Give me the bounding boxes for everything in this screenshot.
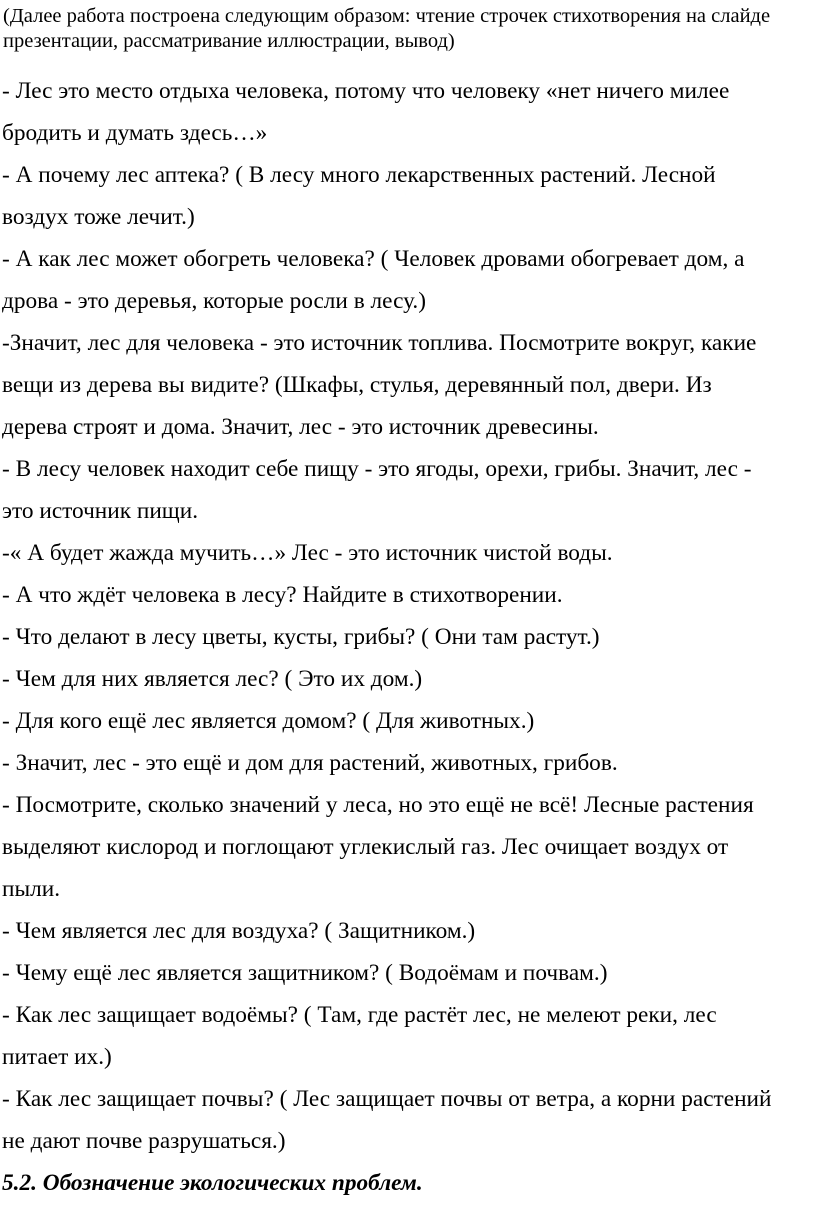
text-line: воздух тоже лечит.) [2,204,195,230]
text-line: выделяют кислород и поглощают углекислый газ. Лес очищает воздух от [2,834,729,860]
text-line: - Как лес защищает почвы? ( Лес защищает почвы от ветра, а корни растений [2,1086,772,1112]
text-line: - Чем является лес для воздуха? ( Защитником.) [2,918,476,944]
text-line: -Значит, лес для человека - это источник топлива. Посмотрите вокруг, какие [2,330,757,356]
text-line: -« А будет жажда мучить…» Лес - это источник чистой воды. [2,540,613,566]
text-line: - Значит, лес - это ещё и дом для растений, животных, грибов. [2,750,618,776]
text-line: вещи из дерева вы видите? (Шкафы, стулья, деревянный пол, двери. Из [2,372,712,398]
text-line: - А что ждёт человека в лесу? Найдите в стихотворении. [2,582,563,608]
text-line: - Чем для них является лес? ( Это их дом.) [2,666,423,692]
text-line: - Для кого ещё лес является домом? ( Для животных.) [2,708,535,734]
text-line: бродить и думать здесь…» [2,120,268,146]
text-line: - А как лес может обогреть человека? ( Человек дровами обогревает дом, а [2,246,745,272]
text-line: питает их.) [2,1044,112,1070]
text-line: - В лесу человек находит себе пищу - это ягоды, орехи, грибы. Значит, лес - [2,456,752,482]
text-line: - Чему ещё лес является защитником? ( Водоёмам и почвам.) [2,960,608,986]
text-line: дерева строят и дома. Значит, лес - это источник древесины. [2,414,599,440]
text-line: - Как лес защищает водоёмы? ( Там, где растёт лес, не мелеют реки, лес [2,1002,717,1028]
text-line: - Что делают в лесу цветы, кусты, грибы? ( Они там растут.) [2,624,600,650]
dialogue-text [0,70,816,1204]
intro-note: (Далее работа построена следующим образом: чтение строчек стихотворения на слайде презентации, рассматривание иллюстрации, вывод) [3,5,771,52]
section-heading: 5.2. Обозначение экологических проблем. [2,1170,423,1196]
text-line: - Посмотрите, сколько значений у леса, но это ещё не всё! Лесные растения [2,792,754,818]
text-line: - А почему лес аптека? ( В лесу много лекарственных растений. Лесной [2,162,716,188]
text-line: дрова - это деревья, которые росли в лесу.) [2,288,427,314]
text-line: это источник пищи. [2,498,199,524]
text-line: - Лес это место отдыха человека, потому что человеку «нет ничего милее [2,78,730,104]
text-line: не дают почве разрушаться.) [2,1128,286,1154]
text-line: пыли. [2,876,61,902]
